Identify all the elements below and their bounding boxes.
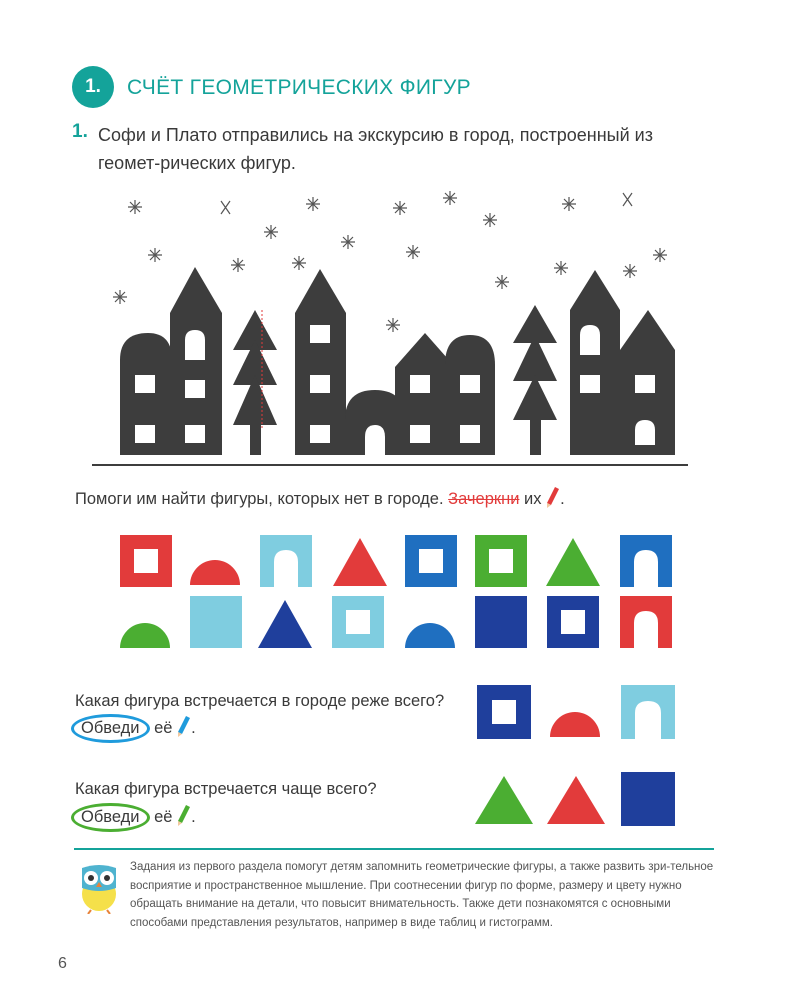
- strike-word: Зачеркни: [448, 490, 520, 508]
- instruction-line: [75, 486, 565, 509]
- page-number: 6: [58, 955, 67, 972]
- question-rarest-answer-line: [75, 714, 196, 743]
- shape-blue-arch: [620, 535, 672, 587]
- divider: [74, 848, 714, 850]
- circle-word-blue: Обведи: [71, 714, 150, 743]
- shape-navy-square-frame: [547, 596, 599, 648]
- answer-red-semicircle: [550, 712, 600, 737]
- section-title: СЧЁТ ГЕОМЕТРИЧЕСКИХ ФИГУР: [127, 76, 471, 99]
- answer-shapes-rarest[interactable]: [475, 683, 685, 743]
- answer-navy-square: [621, 772, 675, 826]
- question-rarest: Какая фигура встречается в городе реже всего?: [75, 692, 445, 710]
- shape-green-square-frame: [475, 535, 527, 587]
- red-pencil-icon: [546, 486, 560, 508]
- owl-mascot-icon: [76, 862, 122, 914]
- question-most-common-answer-line: [75, 803, 196, 832]
- instruction-text-after: их: [519, 490, 542, 508]
- task-number: 1.: [72, 121, 88, 142]
- shape-red-triangle: [333, 538, 387, 586]
- shape-red-arch: [620, 596, 672, 648]
- city-illustration: [90, 185, 690, 470]
- teacher-note: Задания из первого раздела помогут детям запомнить геометрические фигуры, а также развить зри-тельное восприятие и пространственное мышление. При соотнесении фигур по форме, размеру и цвету нужно обращать внимание на детали, что повысит внимательность. Также дети познакомятся с основными способами представления результатов, например в виде таблиц и гистограмм.: [130, 861, 714, 929]
- shapes-grid[interactable]: [110, 530, 685, 655]
- period-1: .: [191, 719, 196, 737]
- pronoun-1: её: [149, 719, 173, 737]
- shape-green-triangle: [546, 538, 600, 586]
- answer-shapes-common[interactable]: [475, 770, 685, 830]
- shape-red-square-frame: [120, 535, 172, 587]
- circle-word-green: Обведи: [71, 803, 150, 832]
- green-pencil-icon: [177, 804, 191, 826]
- shape-red-semicircle: [190, 560, 240, 585]
- section-number-badge: 1.: [72, 66, 114, 108]
- task-text: Софи и Плато отправились на экскурсию в город, построенный из геомет-рических фигур.: [98, 125, 653, 173]
- question-most-common: Какая фигура встречается чаще всего?: [75, 780, 377, 798]
- answer-red-triangle: [547, 776, 605, 824]
- shape-lightblue-arch: [260, 535, 312, 587]
- instruction-period: .: [560, 490, 565, 508]
- shape-green-semicircle: [120, 623, 170, 648]
- pronoun-2: её: [149, 808, 173, 826]
- shape-lightblue-square-frame: [332, 596, 384, 648]
- shape-blue-square-frame: [405, 535, 457, 587]
- answer-green-triangle: [475, 776, 533, 824]
- answer-navy-square-frame: [477, 685, 531, 739]
- blue-pencil-icon: [177, 715, 191, 737]
- instruction-text: Помоги им найти фигуры, которых нет в городе.: [75, 490, 449, 508]
- shape-lightblue-square: [190, 596, 242, 648]
- shape-blue-semicircle: [405, 623, 455, 648]
- shape-navy-square: [475, 596, 527, 648]
- period-2: .: [191, 808, 196, 826]
- shape-navy-triangle: [258, 600, 312, 648]
- answer-lightblue-arch: [621, 685, 675, 739]
